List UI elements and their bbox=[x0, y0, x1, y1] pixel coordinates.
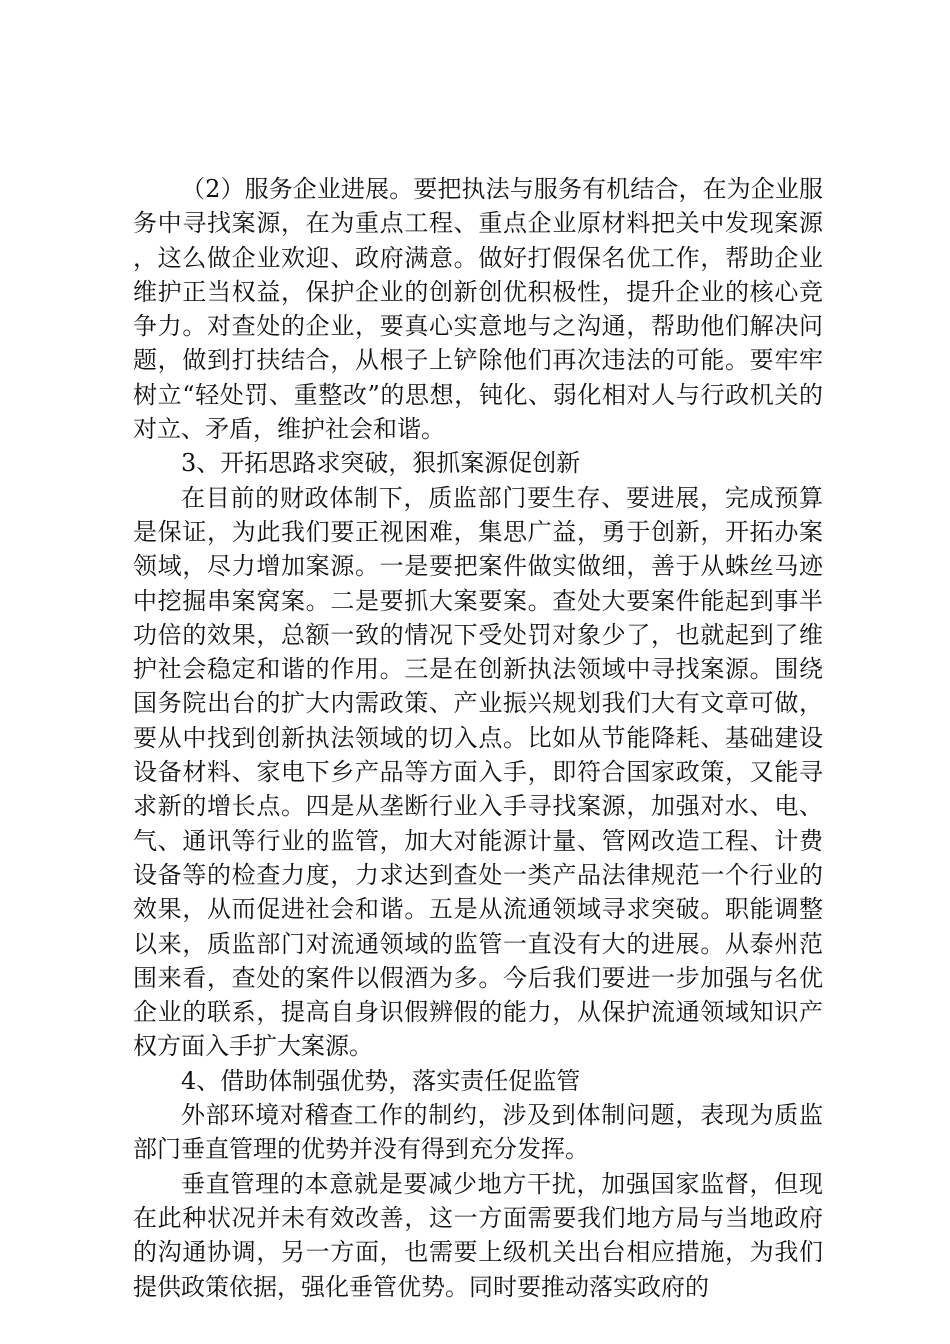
paragraph-external-environment: 外部环境对稽查工作的制约，涉及到体制问题，表现为质监部门垂直管理的优势并没有得到充分发挥。 bbox=[133, 1101, 823, 1164]
section-heading-3: 3、开拓思路求突破，狠抓案源促创新 bbox=[181, 449, 581, 478]
paragraph-vertical-management: 垂直管理的本意就是要减少地方干扰，加强国家监督，但现在此种状况并未有效改善，这一方面需要我们地方局与当地政府的沟通协调，另一方面，也需要上级机关出台相应措施，为我们提供政策依据，强化垂管优势。同时要推动落实政府的 bbox=[133, 1169, 823, 1301]
section-heading-4: 4、借助体制强优势，落实责任促监管 bbox=[181, 1066, 581, 1095]
document-body bbox=[133, 172, 823, 1304]
paragraph-case-sources: 在目前的财政体制下，质监部门要生存、要进展，完成预算是保证，为此我们要正视困难，集思广益，勇于创新，开拓办案领域，尽力增加案源。一是要把案件做实做细，善于从蛛丝马迹中挖掘串案窝案。二是要抓大案要案。查处大要案件能起到事半功倍的效果，总额一致的情况下受处罚对象少了，也就起到了维护社会稳定和谐的作用。三是在创新执法领域中寻找案源。围绕国务院出台的扩大内需政策、产业振兴规划我们大有文章可做，要从中找到创新执法领域的切入点。比如从节能降耗、基础建设设备材料、家电下乡产品等方面入手，即符合国家政策，又能寻求新的增长点。四是从垄断行业入手寻找案源，加强对水、电、气、通讯等行业的监管，加大对能源计量、管网改造工程、计费设备等的检查力度，力求达到查处一类产品法律规范一个行业的效果，从而促进社会和谐。五是从流通领域寻求突破。职能调整以来，质监部门对流通领域的监管一直没有大的进展。从泰州范围来看，查处的案件以假酒为多。今后我们要进一步加强与名优企业的联系，提高自身识假辨假的能力，从保护流通领域知识产权方面入手扩大案源。 bbox=[133, 483, 823, 1061]
paragraph-service-enterprise: （2）服务企业进展。要把执法与服务有机结合，在为企业服务中寻找案源，在为重点工程、重点企业原材料把关中发现案源，这么做企业欢迎、政府满意。做好打假保名优工作，帮助企业维护正当权益，保护企业的创新创优积极性，提升企业的核心竞争力。对查处的企业，要真心实意地与之沟通，帮助他们解决问题，做到打扶结合，从根子上铲除他们再次违法的可能。要牢牢树立“轻处罚、重整改”的思想，钝化、弱化相对人与行政机关的对立、矛盾，维护社会和谐。 bbox=[133, 175, 823, 444]
